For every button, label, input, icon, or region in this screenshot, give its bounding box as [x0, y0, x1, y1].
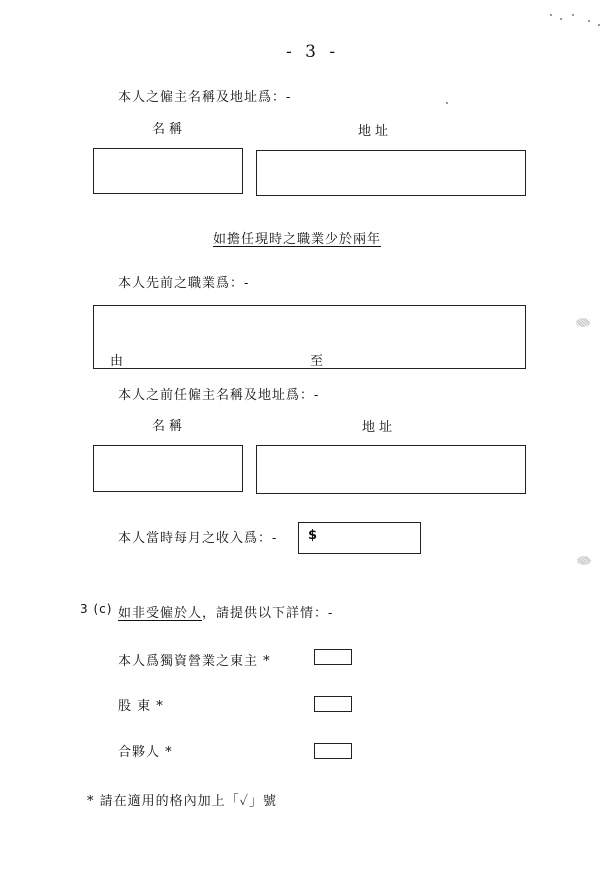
previous-employer-heading: 本人之前任僱主名稱及地址爲：- [118, 388, 320, 403]
section-3c-number: 3 (c) [80, 602, 113, 616]
option-partner-label: 合夥人 * [118, 745, 173, 760]
scan-speck [588, 20, 590, 22]
previous-employer-name-field[interactable] [93, 445, 243, 492]
section-3c-title: 如非受僱於人 [118, 606, 203, 621]
previous-employer-name-label: 名稱 [152, 419, 187, 434]
previous-job-heading: 本人先前之職業爲：- [118, 276, 250, 291]
scan-stamp-mark [577, 556, 591, 565]
employer-name-field[interactable] [93, 148, 243, 194]
section-3c-heading [118, 602, 333, 621]
footnote: * 請在適用的格內加上「✓」號 [87, 794, 278, 809]
option-sole-proprietor-label: 本人爲獨資營業之東主 * [118, 654, 271, 669]
page-number: - 3 - [286, 42, 340, 62]
income-currency: $ [308, 528, 319, 543]
option-shareholder-checkbox[interactable] [314, 696, 352, 712]
scan-speck [598, 24, 600, 26]
section-3c-title-suffix: ，請提供以下詳情：- [202, 606, 334, 621]
scan-stamp-mark [576, 318, 590, 327]
scan-speck [560, 18, 562, 20]
employer-address-field[interactable] [256, 150, 526, 196]
employer-address-label: 地址 [358, 124, 393, 139]
income-field[interactable] [298, 522, 421, 554]
previous-job-to-label: 至 [310, 354, 325, 369]
scan-speck [572, 14, 574, 16]
option-partner-checkbox[interactable] [314, 743, 352, 759]
income-label: 本人當時每月之收入爲：- [118, 531, 278, 546]
scan-speck [550, 14, 552, 16]
scan-speck [446, 102, 448, 104]
previous-job-from-label: 由 [110, 354, 125, 369]
employer-name-label: 名稱 [152, 122, 187, 137]
employer-heading: 本人之僱主名稱及地址爲：- [118, 90, 292, 105]
option-sole-proprietor-checkbox[interactable] [314, 649, 352, 665]
previous-employer-address-field[interactable] [256, 445, 526, 494]
previous-employer-address-label: 地址 [362, 420, 397, 435]
prior-section-heading: 如擔任現時之職業少於兩年 [213, 232, 382, 247]
option-shareholder-label: 股 東 * [118, 699, 164, 714]
